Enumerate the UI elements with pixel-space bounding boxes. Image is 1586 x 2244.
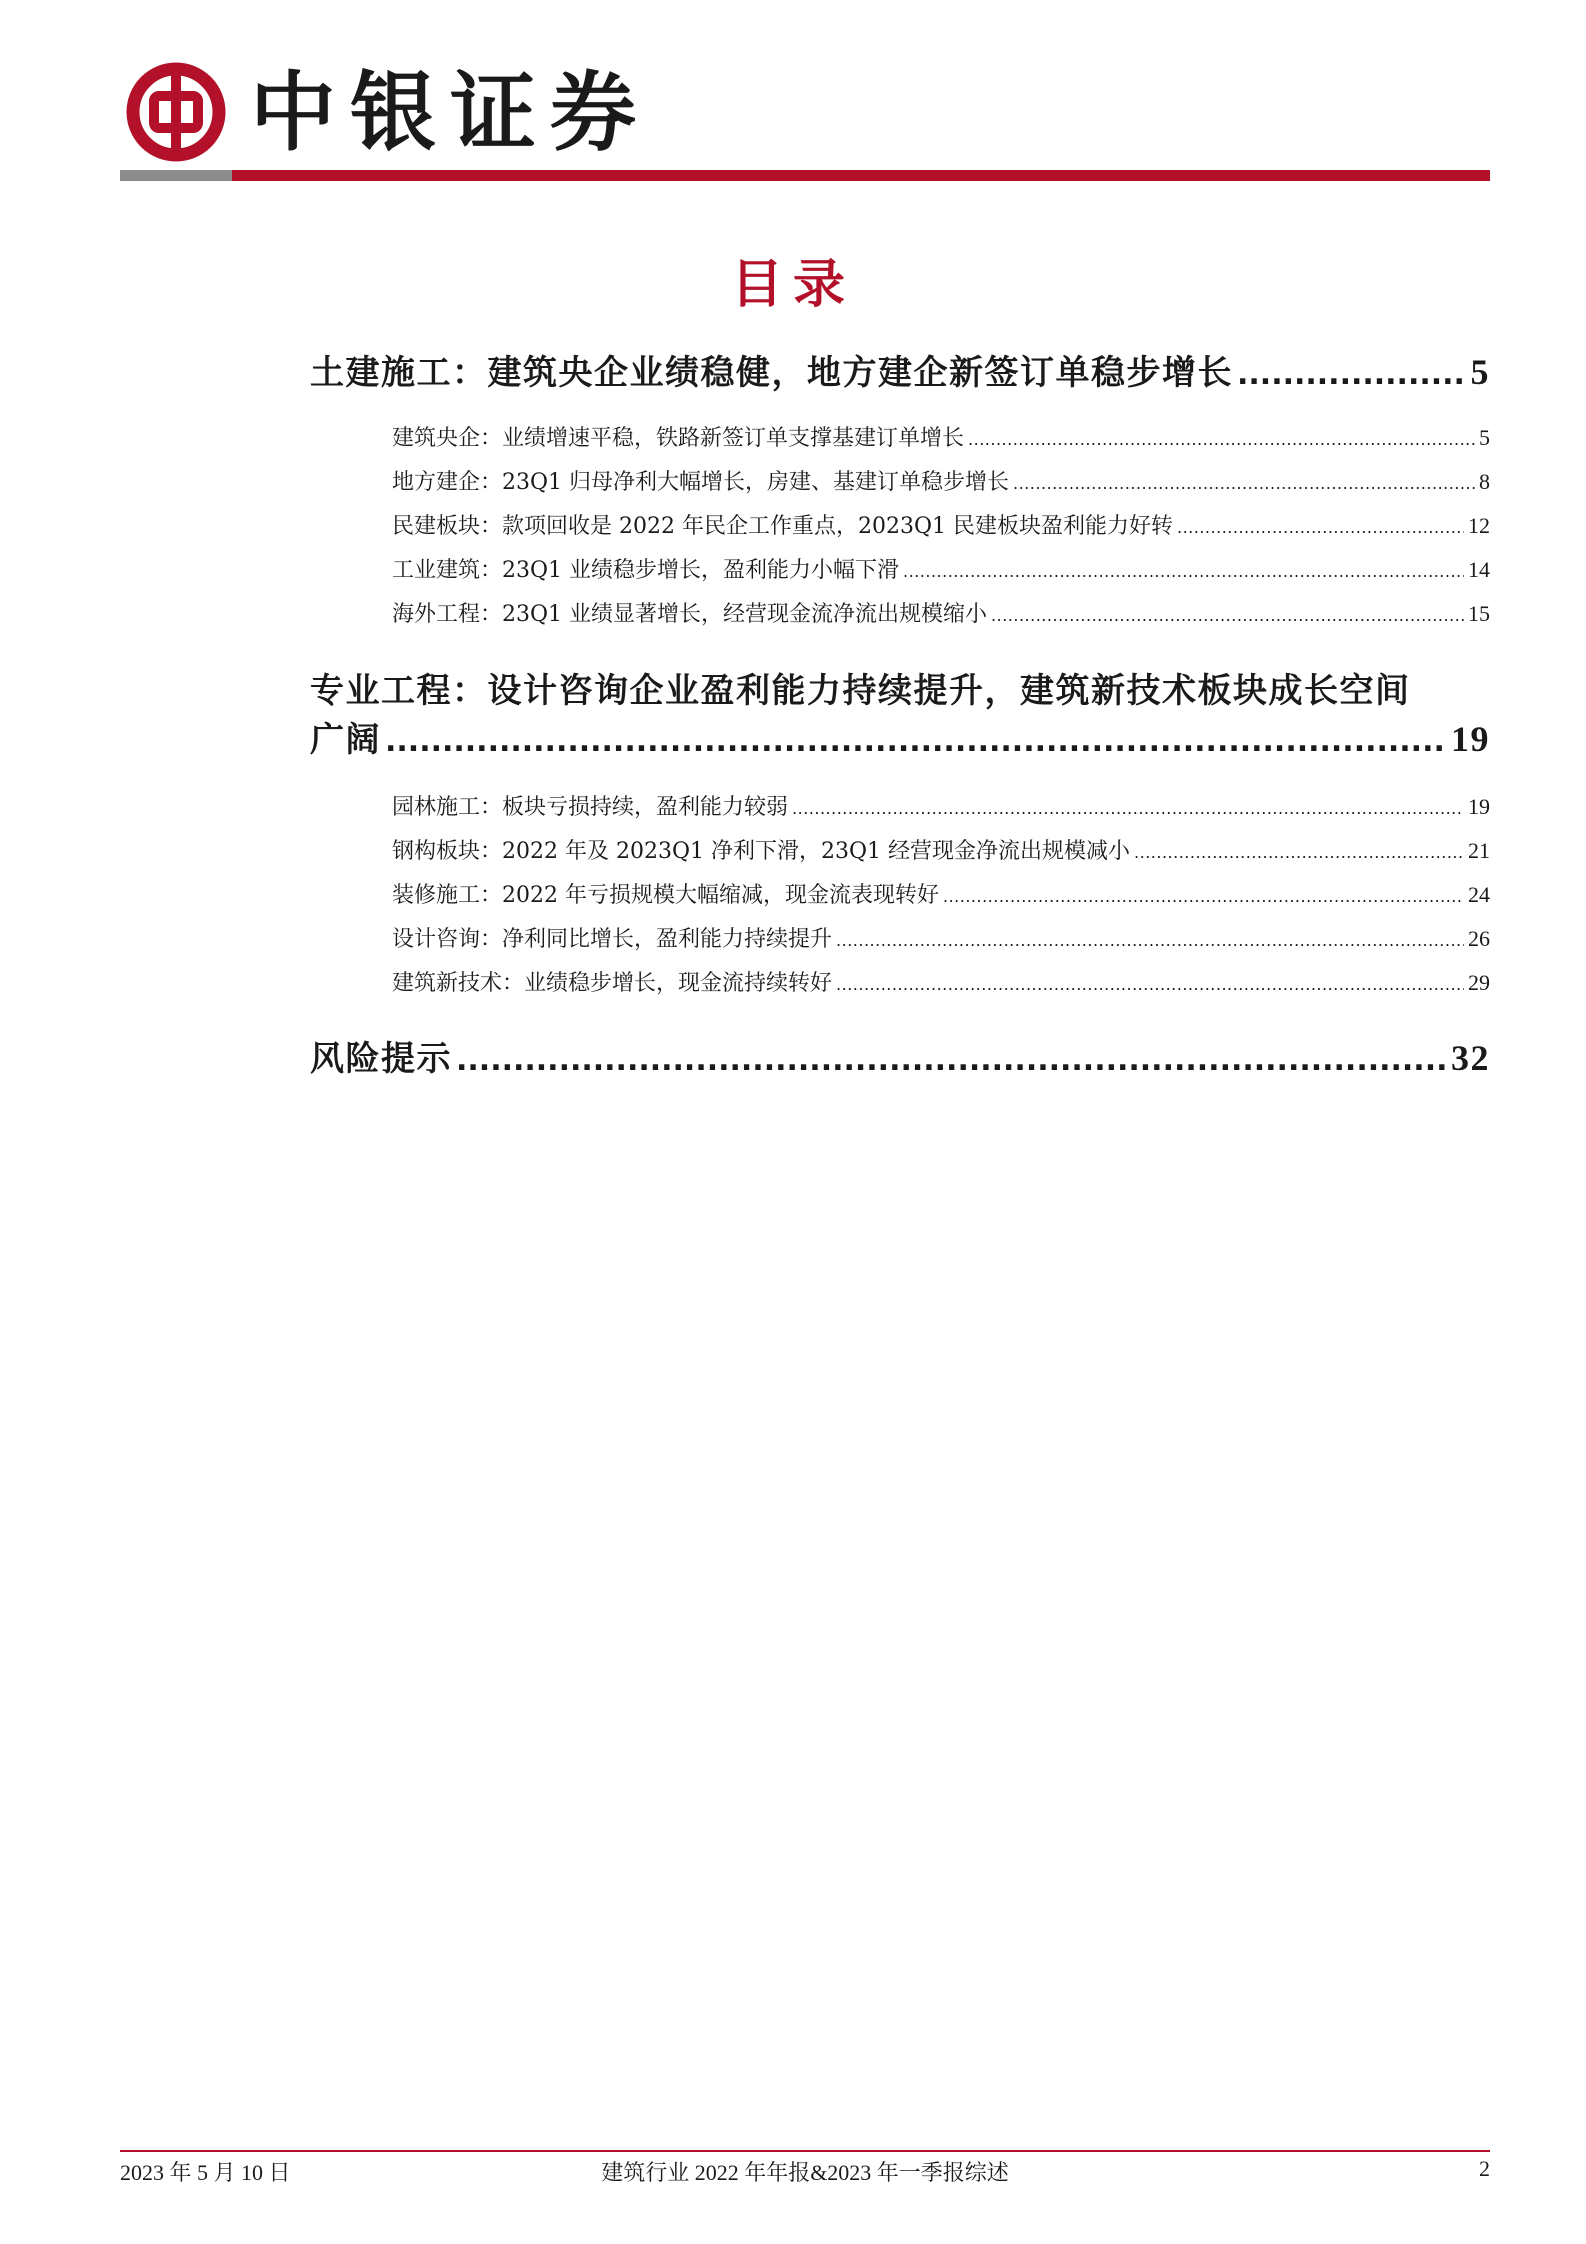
toc-section-2[interactable] [310,667,1490,766]
page-footer [120,2156,1490,2196]
toc-item[interactable] [310,786,1490,830]
brand-name: 中银证券 [250,63,650,163]
toc-page-number: 14 [1468,557,1490,582]
toc-section-title: 土建施工：建筑央企业绩稳健，地方建企新签订单稳步增长 [310,353,1233,393]
toc-item[interactable] [310,962,1490,1006]
toc-item-label: 工业建筑：23Q1 业绩稳步增长，盈利能力小幅下滑 [392,558,900,583]
footer-date: 2023 年 5 月 10 日 [120,2160,291,2185]
toc-page-number: 26 [1468,926,1490,951]
toc-item[interactable] [310,593,1490,637]
dot-leader [903,551,1464,593]
toc-title: 目录 [730,255,855,315]
toc-item-label: 海外工程：23Q1 业绩显著增长，经营现金流净流出规模缩小 [392,602,988,627]
toc-item-label: 建筑新技术：业绩稳步增长，现金流持续转好 [392,971,833,996]
toc-item[interactable] [310,874,1490,918]
toc-page-number: 12 [1468,513,1490,538]
toc-page-number: 29 [1468,970,1490,995]
toc-item-label: 地方建企：23Q1 归母净利大幅增长，房建、基建订单稳步增长 [392,470,1010,495]
toc-item[interactable] [310,549,1490,593]
footer-report-title: 建筑行业 2022 年年报&2023 年一季报综述 [601,2160,1009,2185]
toc-item-label: 建筑央企：业绩增速平稳，铁路新签订单支撑基建订单增长 [392,426,965,451]
dot-leader [943,876,1464,918]
toc-item[interactable] [310,461,1490,505]
toc-section-title: 风险提示 [310,1039,452,1079]
table-of-contents [310,348,1490,1085]
toc-subsection-list [310,786,1490,1006]
bank-of-china-logo-icon [126,62,226,162]
toc-item-label: 装修施工：2022 年亏损规模大幅缩减，现金流表现转好 [392,883,939,908]
dot-leader [968,419,1475,461]
toc-item[interactable] [310,417,1490,461]
toc-page-number: 19 [1451,719,1490,759]
header-rule-gray [120,170,232,181]
toc-page-number: 24 [1468,882,1490,907]
toc-page-number: 19 [1468,794,1490,819]
toc-item-label: 园林施工：板块亏损持续，盈利能力较弱 [392,795,789,820]
dot-leader [385,718,1447,766]
toc-section-1[interactable] [310,348,1490,399]
dot-leader [836,964,1464,1006]
dot-leader [991,595,1464,637]
dot-leader [1134,832,1464,874]
dot-leader [1177,507,1464,549]
toc-item-label: 设计咨询：净利同比增长，盈利能力持续提升 [392,927,833,952]
toc-item[interactable] [310,505,1490,549]
toc-page-number: 5 [1470,352,1490,392]
dot-leader [1237,351,1467,399]
footer-rule [120,2150,1490,2152]
header-rule-red [232,170,1490,181]
toc-item[interactable] [310,918,1490,962]
toc-item-label: 钢构板块：2022 年及 2023Q1 净利下滑，23Q1 经营现金净流出规模减小 [392,839,1131,864]
toc-page-number: 32 [1451,1038,1490,1078]
dot-leader [792,788,1464,830]
dot-leader [836,920,1464,962]
toc-section-title-continued [310,715,1490,766]
dot-leader [456,1037,1447,1085]
toc-section-title-line2: 广阔 [310,720,381,760]
toc-item[interactable] [310,830,1490,874]
toc-page-number: 5 [1479,425,1490,450]
footer-page-number: 2 [1479,2156,1490,2181]
toc-page-number: 8 [1479,469,1490,494]
toc-section-3[interactable] [310,1034,1490,1085]
toc-page-number: 15 [1468,601,1490,626]
page-header [0,0,1586,190]
toc-item-label: 民建板块：款项回收是 2022 年民企工作重点，2023Q1 民建板块盈利能力好转 [392,514,1173,539]
toc-page-number: 21 [1468,838,1490,863]
toc-subsection-list [310,417,1490,637]
toc-section-title: 专业工程：设计咨询企业盈利能力持续提升，建筑新技术板块成长空间 [310,671,1411,711]
dot-leader [1013,463,1475,505]
